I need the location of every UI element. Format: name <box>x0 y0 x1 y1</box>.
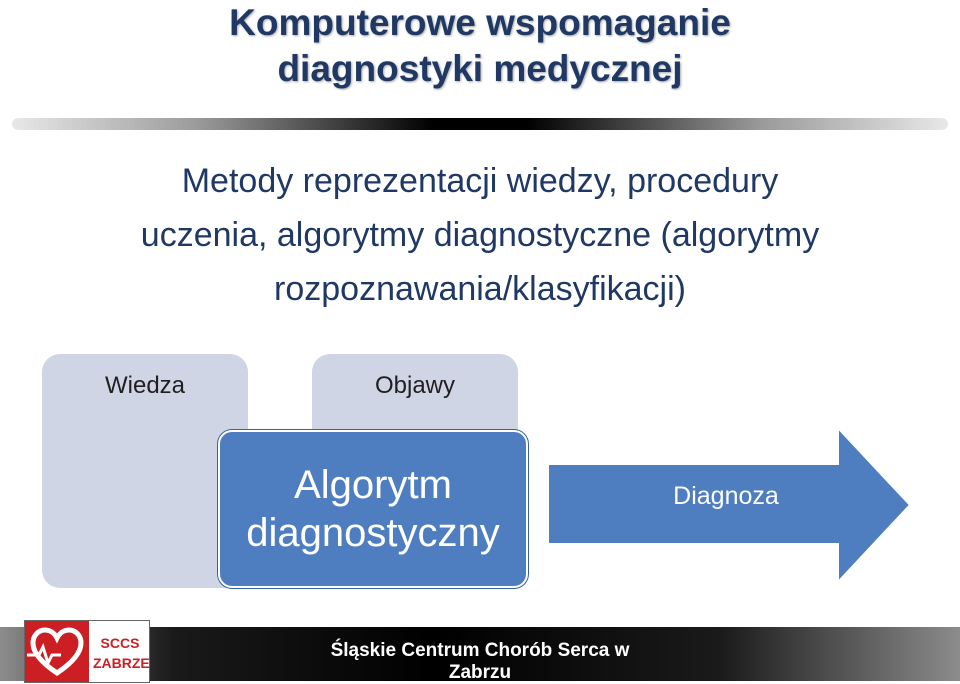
input-box-symptoms-label: Objawy <box>374 372 456 399</box>
output-arrow-label: Diagnoza <box>673 482 779 510</box>
subtitle-line-2: uczenia, algorytmy diagnostyczne (algorytmy <box>140 216 820 254</box>
process-box-algorithm <box>218 430 528 588</box>
sccs-logo <box>24 620 150 683</box>
title-line-1: Komputerowe wspomaganie <box>229 2 731 43</box>
slide-subtitle <box>30 154 930 316</box>
subtitle-line-1: Metody reprezentacji wiedzy, procedury <box>181 162 779 200</box>
title-line-2: diagnostyki medycznej <box>277 48 683 89</box>
subtitle-line-3: rozpoznawania/klasyfikacji) <box>274 270 686 308</box>
slide-title <box>0 0 960 92</box>
process-label-line-2: diagnostyczny <box>246 511 500 555</box>
input-box-knowledge-label: Wiedza <box>104 372 186 399</box>
logo-text-line-1: SCCS <box>100 635 140 651</box>
heart-icon <box>25 621 89 682</box>
logo-text-line-2: ZABRZE <box>93 655 150 671</box>
process-label-line-1: Algorytm <box>294 463 452 507</box>
title-divider <box>12 118 948 130</box>
footer-institution: Śląskie Centrum Chorób Serca w Zabrzu <box>330 640 630 683</box>
